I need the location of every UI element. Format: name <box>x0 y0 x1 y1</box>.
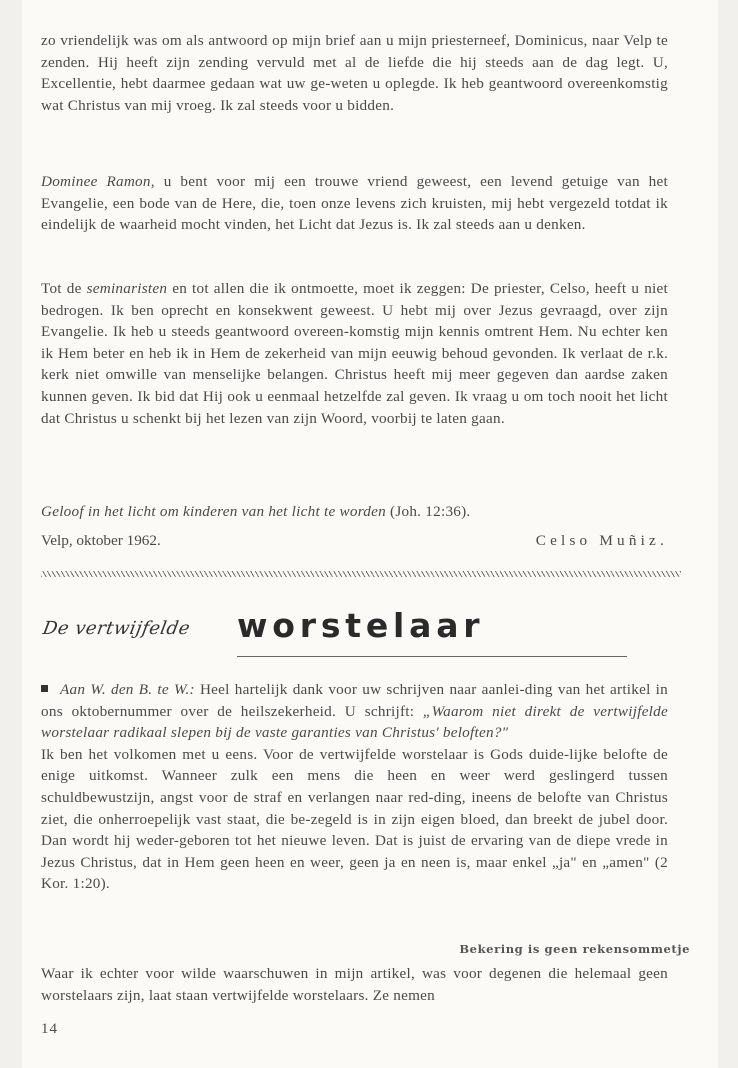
paragraph-text: Waar ik echter voor wilde waarschuwen in mijn artikel, was voor degenen die helemaal geen worstelaars zijn, laat staan vertwijfelde worstelaars. Ze nemen <box>41 965 668 1004</box>
addressee-seminaristen: seminaristen <box>86 280 168 297</box>
bullet-square-icon <box>41 685 48 692</box>
heading-title: worstelaar <box>237 606 485 645</box>
paragraph-text: u bent voor mij een trouwe vriend geweest, een levend getuige van het Evangelie, een bode van de Here, die, toen onze levens zich kruisten, mij hebt vergezeld totdat ik eindelijk de waarheid mocht vinden, het Licht dat Jezus is. Ik zal steeds aan u denken. <box>41 173 668 234</box>
article-body <box>41 679 668 895</box>
paragraph-text: Ik ben het volkomen met u eens. Voor de vertwijfelde worstelaar is Gods duide-lijke belofte de enige uitkomst. Wanneer zulk een mens die heen en weer werd geslingerd tussen schuldbewustzijn, angst voor de straf en verlangen naar red-ding, ineens de belofte van Christus ziet, die onherroepelijk vast staat, die be-zegeld is in zijn eigen bloed, dan breekt de jubel door. Dan wordt hij weder-geboren tot het nieuwe leven. Dat is juist de ervaring van de diepe vrede in Jezus Christus, dat in Hem geen heen en weer, geen ja en neen is, maar enkel „ja" en „amen" (2 Kor. 1:20). <box>41 745 668 893</box>
addressee-ramon: Dominee Ramon, <box>41 173 155 190</box>
letter-paragraph-1 <box>41 30 668 116</box>
paragraph-text: zo vriendelijk was om als antwoord op mijn brief aan u mijn priesterneef, Dominicus, naar Velp te zenden. Hij heeft zijn zending vervuld met al de liefde die hij steeds aan de dag legt. U, Excellentie, hebt daarmee gedaan wat uw ge-weten u oplegde. Ik heb geantwoord overeenkomstig wat Christus van mij vroeg. Ik zal steeds voor u bidden. <box>41 32 668 114</box>
signature-row <box>41 530 668 552</box>
heading-script: De vertwijfelde <box>41 618 192 639</box>
paragraph-text: Heel hartelijk dank voor uw schrijven naar aanlei-ding van het artikel in ons oktobernummer over de heilszekerheid. U schrijft: <box>41 681 668 720</box>
quote-reference: (Joh. 12:36). <box>385 503 471 520</box>
quote-text: Geloof in het licht om kinderen van het licht te worden <box>41 503 386 520</box>
paragraph-text: en tot allen die ik ontmoette, moet ik zeggen: De priester, Celso, heeft u niet bedrogen. Ik ben oprecht en konsekwent geweest. U hebt mij over Jezus gevraagd, over zijn Evangelie. Ik heb u steeds geantwoord overeen-komstig mijn kennis omtrent Hem. Nu echter ken ik Hem beter en heb ik in Hem de zekerheid van mijn eeuwig behoud gevonden. Ik verlaat de r.k. kerk niet omwille van menselijke belangen. Christus heeft mij meer gegeven dan aardse zaken kunnen geven. Ik bid dat Hij ook u eenmaal hetzelfde zal geven. Ik vraag u om toch nooit het licht dat Christus u schenkt bij het lezen van zijn Woord, voorbij te laten gaan. <box>41 280 668 427</box>
heading-underline <box>237 656 627 657</box>
place-date: Velp, oktober 1962. <box>41 532 161 549</box>
bible-quote <box>41 501 668 523</box>
letter-paragraph-2 <box>41 171 668 236</box>
page-number: 14 <box>41 1021 58 1037</box>
article-heading <box>41 608 668 660</box>
signature: Celso Muñiz. <box>535 532 668 549</box>
paragraph-lead: Tot de <box>41 280 87 297</box>
section-divider <box>41 571 681 577</box>
reader-quote: „Waarom niet direkt de vertwijfelde worstelaar radikaal slepen bij de vaste garanties van Christus' beloften?" <box>41 702 668 742</box>
reader-address: Aan W. den B. te W.: <box>60 681 195 698</box>
subheading: Bekering is geen rekensommetje <box>459 942 690 956</box>
letter-paragraph-3 <box>41 278 668 429</box>
article-continuation <box>41 963 668 1006</box>
